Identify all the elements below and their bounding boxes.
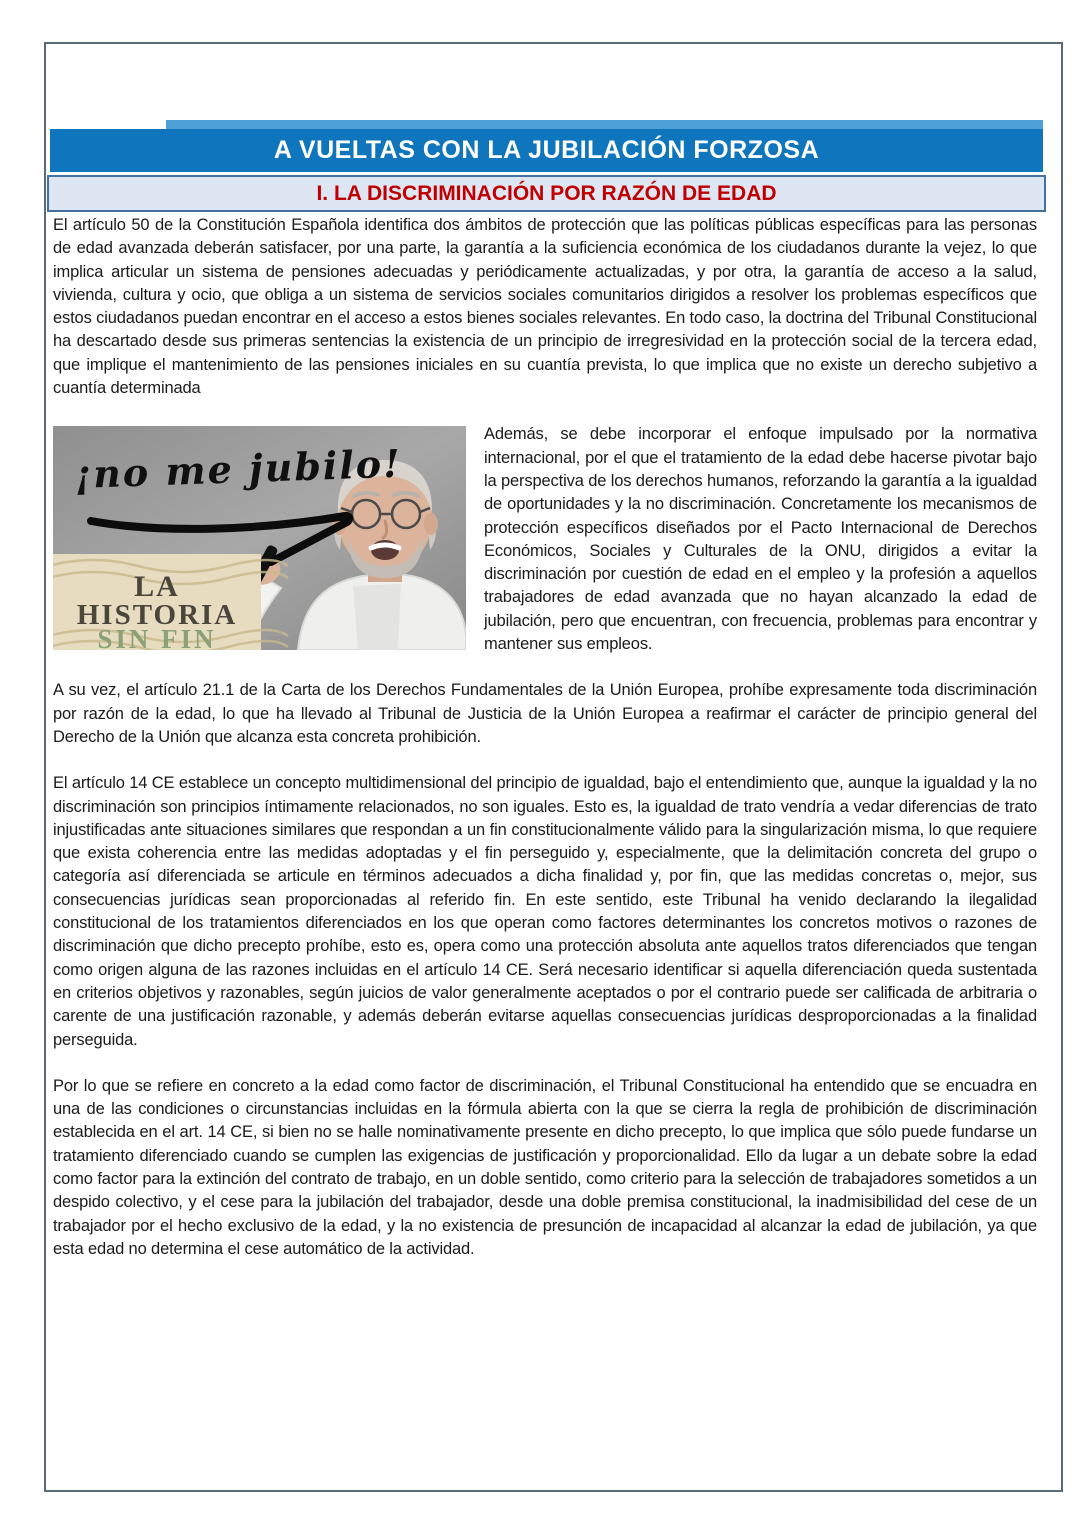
article-body — [53, 214, 1037, 1284]
photo-card-line-la: LA — [134, 570, 180, 604]
document-page-frame — [44, 42, 1063, 1492]
paragraph-articulo-14-ce: El artículo 14 CE establece un concepto multidimensional del principio de igualdad, bajo el entendimiento que, aunque la igualdad y la no discriminación son principios íntimamente relacionados, no son iguales. Esto es, la igualdad de trato vendría a vedar diferencias de trato injustificadas ante situaciones similares que respondan a un fin constitucionalmente válido para la singularización misma, lo que requiere que exista coherencia entre las medidas adoptadas y el fin perseguido y, especialmente, que la delimitación concreta del grupo o categoría así diferenciada se articule en términos adecuados a dicha finalidad y, por fin, que las medidas concretas o, mejor, sus consecuencias jurídicas sean proporcionadas al referido fin. En este sentido, este Tribunal ha venido declarando la ilegalidad constitucional de los tratamientos diferenciados en los que operan como factores determinantes los concretos motivos o razones de discriminación que dicho precepto prohíbe, esto es, opera como una protección absoluta ante aquellos tratos diferenciados que tengan como origen alguna de las razones incluidas en el artículo 14 CE. Será necesario identificar si aquella diferenciación queda sustentada en criterios objetivos y razonables, según juicios de valor generalmente aceptados o por el contrario puede ser calificada de arbitraria o carente de una justificación razonable, y además deberán evitarse aquellas consecuencias jurídicas desproporcionadas a la finalidad perseguida. — [53, 774, 1037, 1049]
paragraph-with-photo — [53, 423, 1037, 656]
photo-card — [53, 554, 288, 650]
photo-card-line-sinfin: SIN FIN — [97, 624, 217, 651]
photo-handwriting-text: ¡no me jubilo! — [73, 440, 403, 498]
paragraph-constitucion-art50: El artículo 50 de la Constitución Española identifica dos ámbitos de protección que las políticas públicas específicas para las personas de edad avanzada deberán satisfacer, por una parte, la garantía a la suficiencia económica de los ciudadanos durante la vejez, lo que implica articular un sistema de pensiones adecuadas y periódicamente actualizadas, y por otra, la garantía de acceso a la salud, vivienda, cultura y ocio, que obliga a un sistema de servicios sociales comunitarios dirigidos a resolver los problemas específicos que estos ciudadanos puedan encontrar en el acceso a estos bienes sociales relevantes. En todo caso, la doctrina del Tribunal Constitucional ha descartado desde sus primeras sentencias la existencia de un principio de irregresividad en la protección social de la tercera edad, que implique el mantenimiento de las pensiones iniciales en su cuantía prevista, lo que implica que no existe un derecho subjetivo a cuantía determinada — [53, 216, 1037, 398]
article-title-banner: A VUELTAS CON LA JUBILACIÓN FORZOSA — [50, 129, 1043, 172]
photo-card-line-historia: HISTORIA — [76, 599, 238, 632]
title-accent-strip — [166, 120, 1043, 129]
article-photo — [53, 426, 466, 650]
document-page — [46, 44, 1061, 1490]
paragraph-edad-factor-discriminacion: Por lo que se refiere en concreto a la edad como factor de discriminación, el Tribunal Constitucional ha entendido que se encuadra en una de las condiciones o circunstancias incluidas en la fórmula abierta con la que se cierra la regla de prohibición de discriminación establecida en el art. 14 CE, si bien no se halle nominativamente presente en dicho precepto, lo que implica que sólo puede fundarse un tratamiento diferenciado cuando se cumplen las exigencias de justificación y proporcionalidad. Ello da lugar a un debate sobre la edad como factor para la extinción del contrato de trabajo, en un doble sentido, como criterio para la selección de trabajadores sometidos a un despido colectivo, y el cese para la jubilación del trabajador, desde una doble premisa constitucional, la inadmisibilidad del cese de un trabajador por el hecho exclusivo de la edad, y la no existencia de presunción de incapacidad al alcanzar la edad de jubilación, ya que esta edad no determina el cese automático de la actividad. — [53, 1076, 1037, 1258]
paragraph-enfoque-internacional: Además, se debe incorporar el enfoque impulsado por la normativa internacional, por el que el tratamiento de la edad debe hacerse pivotar bajo la perspectiva de los derechos humanos, reforzando la garantía a la igualdad de oportunidades y la no discriminación. Concretamente los mecanismos de protección específicos diseñados por el Pacto Internacional de Derechos Económicos, Sociales y Culturales de la ONU, dirigidos a evitar la discriminación por cuestión de edad en el empleo y la profesión a aquellos trabajadores de edad avanzada que no hayan alcanzado la edad de jubilación, pero que encuentran, con frecuencia, problemas para encontrar y mantener sus empleos. — [484, 425, 1037, 654]
paragraph-carta-ue-art21: A su vez, el artículo 21.1 de la Carta de los Derechos Fundamentales de la Unión Europea, prohíbe expresamente toda discriminación por razón de la edad, lo que ha llevado al Tribunal de Justicia de la Unión Europea a reafirmar el carácter de principio general del Derecho de la Unión que alcanza esta concreta prohibición. — [53, 681, 1037, 746]
section-heading-banner: I. LA DISCRIMINACIÓN POR RAZÓN DE EDAD — [47, 175, 1046, 212]
